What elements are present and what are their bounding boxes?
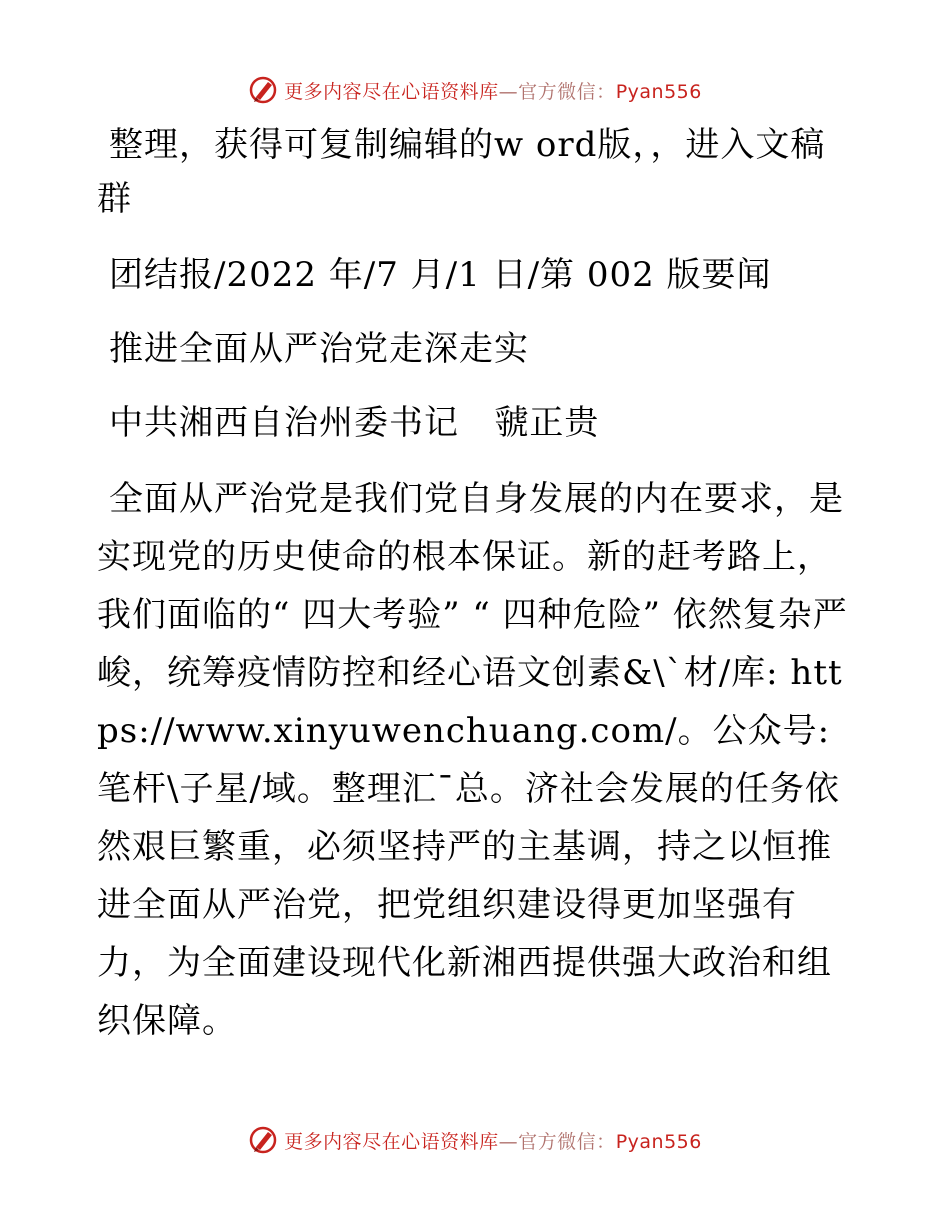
header-banner [0,70,950,110]
article-title: 推进全面从严治党走深走实 [109,329,529,369]
banner-text: 更多内容尽在心语资料库—官方微信：Pyan556 [284,1130,702,1153]
pen-circle-logo-icon [248,1125,278,1155]
document-content [97,118,857,1050]
source-line: 团结报/2022 年/7 月/1 日/第 002 版要闻 [109,255,772,295]
body-paragraph: 全面从严治党是我们党自身发展的内在要求，是实现党的历史使命的根本保证。新的赶考路上，我们面临的“ 四大考验” “ 四种危险” 依然复杂严峻，统筹疫情防控和经心语文创素&\`材/库: https://www.xinyuwenchuang.com/。公众号: 笔杆\子星/域。整理汇¯总。济社会发展的任务依然艰巨繁重，必须坚持严的主基调，持之以恒推进全面从严治党，把党组织建设得更加坚强有力，为全面建设现代化新湘西提供强大政治和组织保障。 [97,479,848,1041]
pen-circle-logo-icon [248,75,278,105]
author-line: 中共湘西自治州委书记 虢正贵 [109,403,600,443]
banner-text: 更多内容尽在心语资料库—官方微信：Pyan556 [284,80,702,103]
footer-banner [0,1120,950,1160]
intro-paragraph: 整理，获得可复制编辑的w ord版，，进入文稿群 [97,125,826,219]
